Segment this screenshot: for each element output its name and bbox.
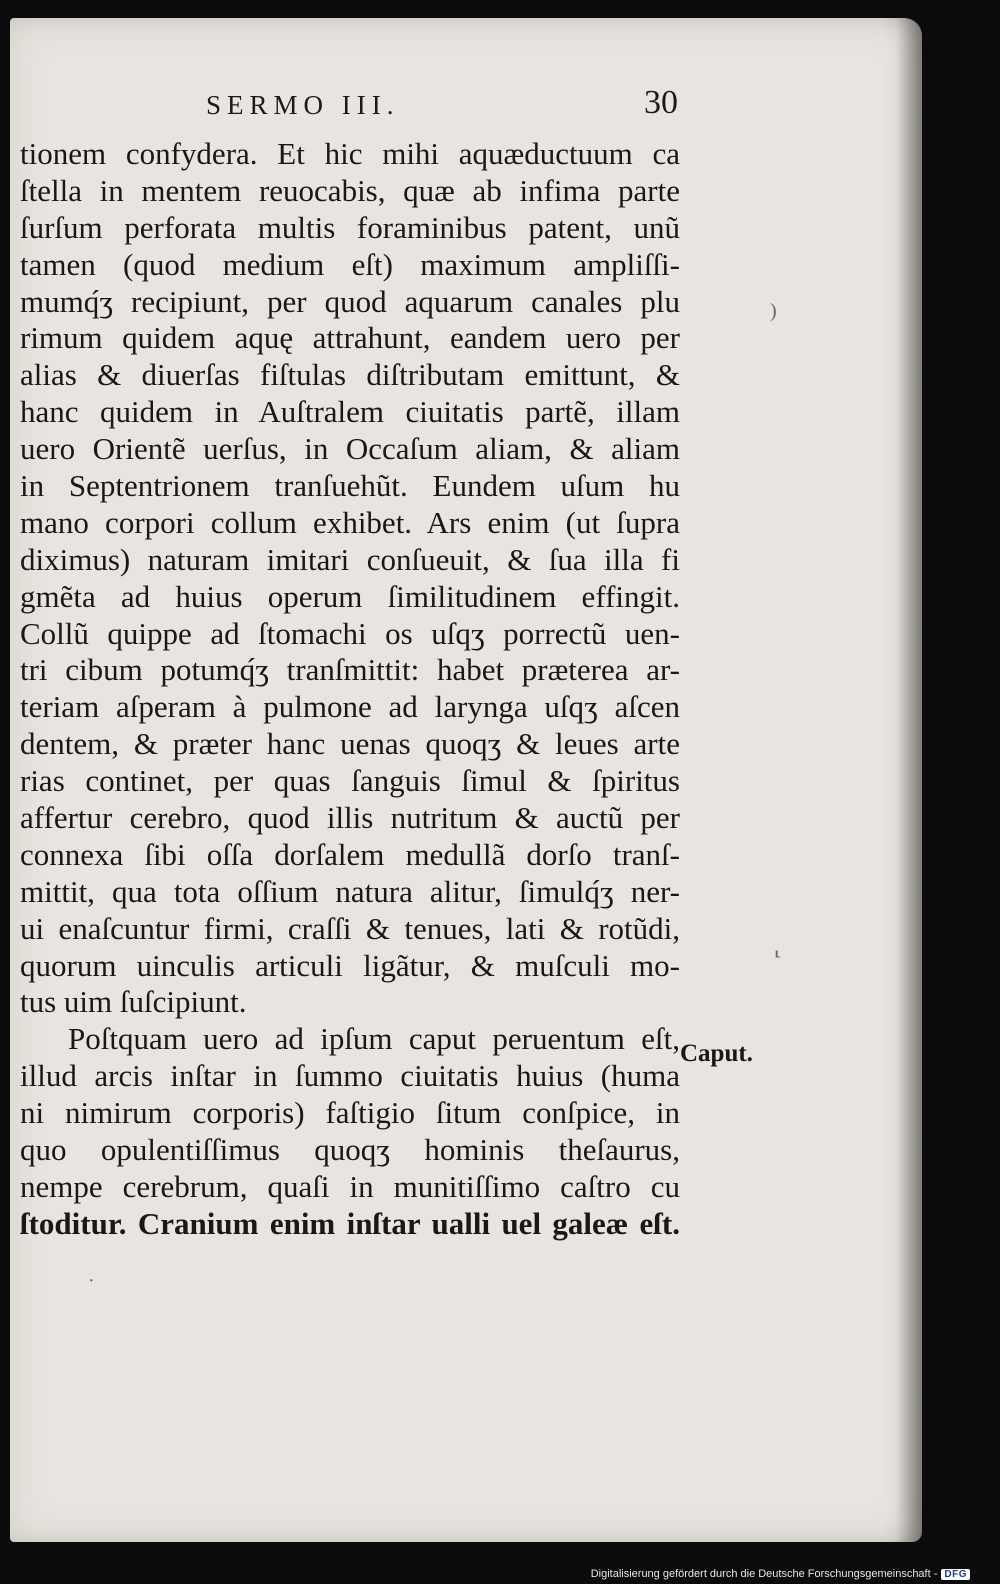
book-page: [10, 18, 922, 1542]
text-line: rimum quidem aquę attrahunt, eandem uero per: [20, 320, 680, 356]
page-number: 30: [644, 84, 678, 121]
text-line: tus uim ſuſcipiunt.: [20, 984, 247, 1020]
text-line: tamen (quod medium eſt) maximum ampliſſi-: [20, 246, 680, 282]
text-line: Collũ quippe ad ſtomachi os uſqʒ porrectũ uen-: [20, 615, 680, 651]
text-line: gmẽta ad huius operum ſimilitudinem effingit.: [20, 578, 680, 614]
text-line: connexa ſibi oſſa dorſalem medullã dorſo tranſ-: [20, 836, 680, 872]
text-line: rias continet, per quas ſanguis ſimul & ſpiritus: [20, 763, 680, 799]
text-line: ſtoditur. Cranium enim inſtar ualli uel galeæ eſt.: [20, 1205, 680, 1241]
dfg-logo: DFG: [941, 1569, 970, 1580]
body-text: [20, 136, 680, 1243]
text-line: in Septentrionem tranſuehũt. Eundem uſum hu: [20, 468, 680, 504]
text-line: hanc quidem in Auſtralem ciuitatis partẽ, illam: [20, 394, 680, 430]
text-line: diximus) naturam imitari conſueuit, & ſua illa fi: [20, 541, 680, 577]
credit-text: Digitalisierung gefördert durch die Deutsche Forschungsgemeinschaft -: [590, 1568, 938, 1580]
text-line: teriam aſperam à pulmone ad larynga uſqʒ aſcen: [20, 689, 680, 725]
paper-speck-mark: ⸤: [774, 938, 782, 960]
text-line: nempe cerebrum, quaſi in munitiſſimo caſtro cu: [20, 1168, 680, 1204]
text-line: dentem, & præter hanc uenas quoqʒ & leues arte: [20, 726, 680, 762]
running-head: SERMO III.: [206, 90, 400, 120]
text-line: ni nimirum corporis) faſtigio ſitum conſpice, in: [20, 1095, 680, 1131]
digitization-credit: [591, 1568, 970, 1580]
text-line: alias & diuerſas fiſtulas diſtributam emittunt, &: [20, 357, 680, 393]
text-line: quorum uinculis articuli ligãtur, & muſculi mo-: [20, 947, 680, 983]
text-line: ſtella in mentem reuocabis, quæ ab infima parte: [20, 172, 680, 208]
text-line: ui enaſcuntur firmi, craſſi & tenues, lati & rotũdi,: [20, 910, 680, 946]
text-line: mittit, qua tota oſſium natura alitur, ſimulq́ʒ ner-: [20, 873, 680, 909]
text-line: tionem confydera. Et hic mihi aquæductuum ca: [20, 136, 680, 171]
paragraph-start-line: Poſtquam uero ad ipſum caput peruentum eſt,: [68, 1021, 680, 1057]
text-line: mano corpori collum exhibet. Ars enim (ut ſupra: [20, 504, 680, 540]
text-line: illud arcis inſtar in ſummo ciuitatis huius (huma: [20, 1058, 680, 1094]
paper-speck-mark: ·: [88, 1270, 95, 1292]
text-line: tri cibum potumq́ʒ tranſmittit: habet præterea ar-: [20, 652, 680, 688]
text-line: mumq́ʒ recipiunt, per quod aquarum canales plu: [20, 283, 680, 319]
paper-speck-mark: ): [770, 300, 777, 322]
text-line: affertur cerebro, quod illis nutritum & auctũ per: [20, 800, 680, 836]
text-line: uero Orientẽ uerſus, in Occaſum aliam, & aliam: [20, 431, 680, 467]
text-line: quo opulentiſſimus quoqʒ hominis theſaurus,: [20, 1132, 680, 1168]
margin-note-caput: Caput.: [680, 1040, 753, 1067]
text-line: ſurſum perforata multis foraminibus patent, unũ: [20, 209, 680, 245]
